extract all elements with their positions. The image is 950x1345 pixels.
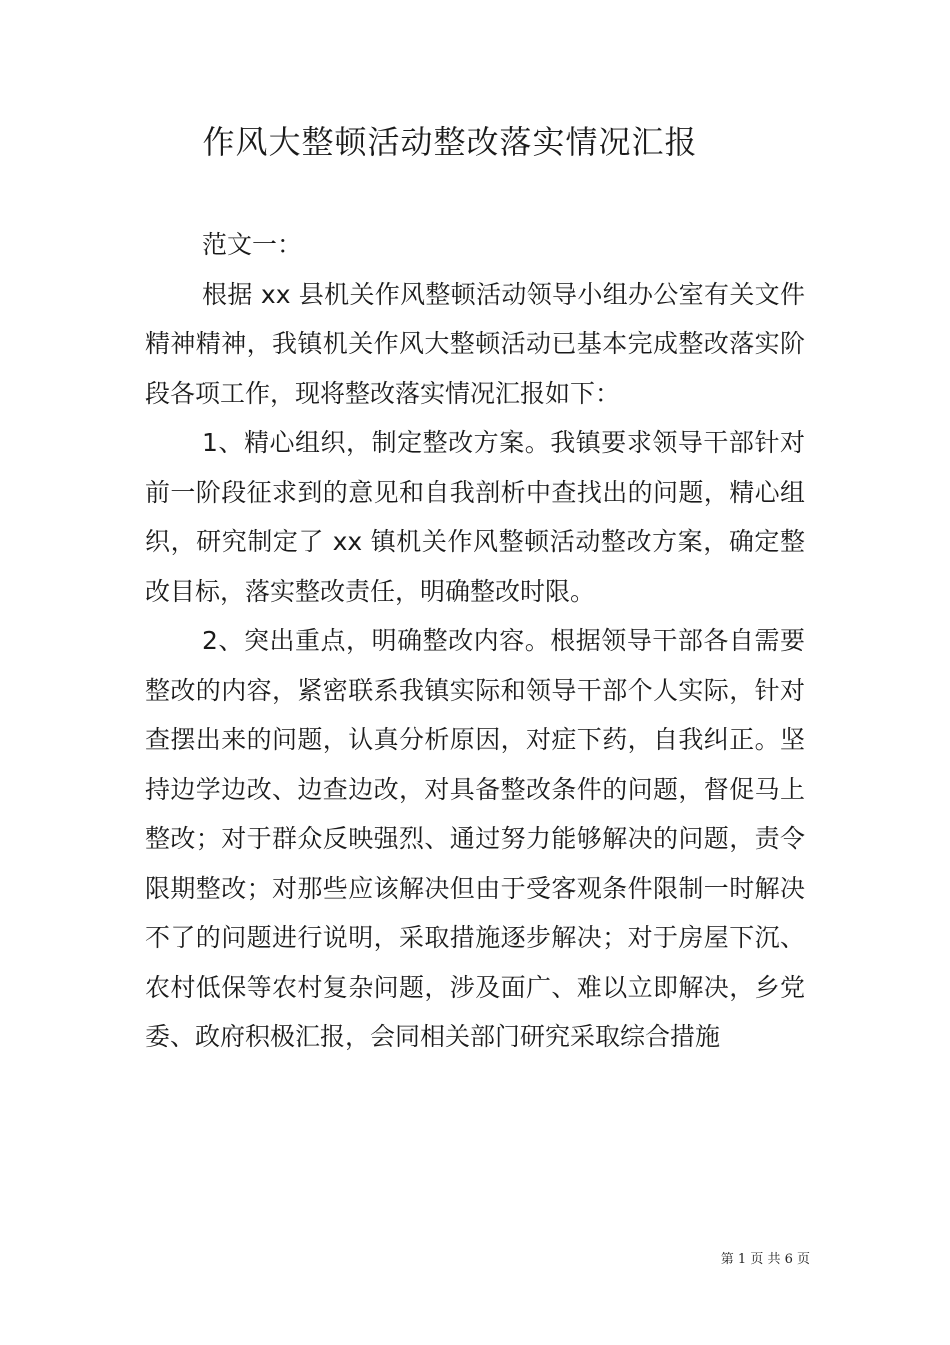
page-number-footer: 第 1 页 共 6 页 bbox=[720, 1252, 810, 1267]
paragraph-item-2: 2、突出重点，明确整改内容。根据领导干部各自需要整改的内容，紧密联系我镇实际和领导干部个人实际，针对查摆出来的问题，认真分析原因，对症下药，自我纠正。坚持边学边改、边查边改，对具备整改条件的问题，督促马上整改；对于群众反映强烈、通过努力能够解决的问题，责令限期整改；对那些应该解决但由于受客观条件限制一时解决不了的问题进行说明，采取措施逐步解决；对于房屋下沉、农村低保等农村复杂问题，涉及面广、难以立即解决，乡党委、政府积极汇报，会同相关部门研究采取综合措施 bbox=[145, 626, 805, 1051]
paragraph-item-1: 1、精心组织，制定整改方案。我镇要求领导干部针对前一阶段征求到的意见和自我剖析中查找出的问题，精心组织，研究制定了 xx 镇机关作风整顿活动整改方案，确定整改目标，落实整改责任，明确整改时限。 bbox=[145, 428, 805, 606]
paragraph-heading: 范文一： bbox=[202, 230, 303, 259]
document-body bbox=[145, 220, 805, 1062]
document-title: 作风大整顿活动整改落实情况汇报 bbox=[202, 123, 698, 161]
paragraph-intro: 根据 xx 县机关作风整顿活动领导小组办公室有关文件精神精神，我镇机关作风大整顿活动已基本完成整改落实阶段各项工作，现将整改落实情况汇报如下： bbox=[145, 279, 805, 408]
